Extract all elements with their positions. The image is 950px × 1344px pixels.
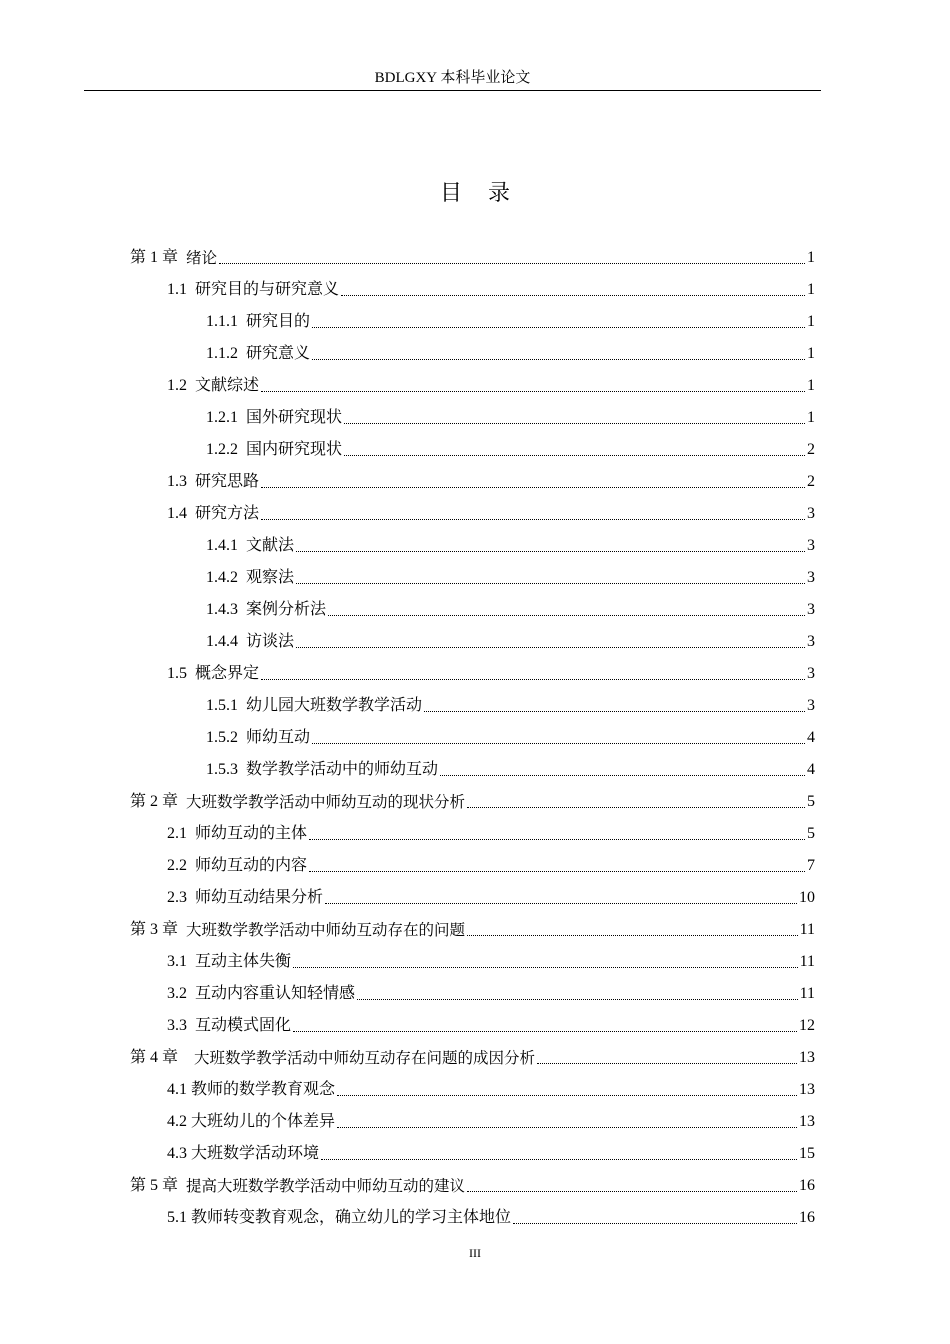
toc-entry-number: 1.1.1 bbox=[206, 313, 246, 330]
toc-entry-title: 师幼互动的内容 bbox=[195, 857, 308, 874]
toc-entry-title: 研究思路 bbox=[195, 473, 260, 490]
toc-entry-number: 2.3 bbox=[167, 889, 195, 906]
toc-dot-leader bbox=[328, 614, 805, 616]
toc-entry-page: 3 bbox=[807, 601, 815, 618]
toc-entry-page: 1 bbox=[807, 377, 815, 394]
toc-entry-number: 3.1 bbox=[167, 953, 195, 970]
toc-entry-page: 5 bbox=[807, 793, 815, 810]
toc-dot-leader bbox=[296, 550, 805, 552]
toc-entry-title: 访谈法 bbox=[246, 633, 295, 650]
toc-title: 目录 bbox=[439, 181, 536, 206]
toc-section-entry[interactable] bbox=[167, 946, 950, 978]
toc-section-entry[interactable] bbox=[167, 1138, 950, 1170]
toc-chapter-entry[interactable] bbox=[130, 242, 950, 274]
toc-entry-number: 1.4 bbox=[167, 505, 195, 522]
toc-chapter-entry[interactable] bbox=[130, 1170, 950, 1202]
toc-entry-title: 大班数学教学活动中师幼互动的现状分析 bbox=[186, 793, 466, 811]
toc-section-entry[interactable] bbox=[206, 306, 950, 338]
toc-dot-leader bbox=[467, 934, 798, 936]
toc-dot-leader bbox=[467, 1190, 797, 1192]
toc-dot-leader bbox=[261, 486, 805, 488]
toc-entry-title: 大班幼儿的个体差异 bbox=[191, 1113, 336, 1130]
toc-entry-page: 16 bbox=[799, 1177, 815, 1194]
toc-entry-title: 研究目的 bbox=[246, 313, 311, 330]
table-of-contents bbox=[0, 242, 950, 1234]
toc-entry-title: 概念界定 bbox=[195, 665, 260, 682]
toc-section-entry[interactable] bbox=[167, 370, 950, 402]
toc-entry-number: 1.4.4 bbox=[206, 633, 246, 650]
toc-section-entry[interactable] bbox=[206, 722, 950, 754]
footer-page-number: III bbox=[469, 1246, 481, 1260]
toc-entry-title: 国内研究现状 bbox=[246, 441, 343, 458]
toc-entry-number: 第 4 章 bbox=[130, 1049, 195, 1066]
toc-entry-page: 10 bbox=[799, 889, 815, 906]
toc-dot-leader bbox=[309, 838, 805, 840]
toc-entry-page: 13 bbox=[799, 1049, 815, 1066]
toc-dot-leader bbox=[312, 358, 805, 360]
toc-entry-page: 3 bbox=[807, 665, 815, 682]
toc-entry-title: 互动主体失衡 bbox=[195, 953, 292, 970]
toc-entry-title: 国外研究现状 bbox=[246, 409, 343, 426]
toc-entry-title: 研究目的与研究意义 bbox=[195, 281, 340, 298]
toc-entry-title: 大班数学教学活动中师幼互动存在问题的成因分析 bbox=[194, 1049, 536, 1067]
toc-entry-page: 1 bbox=[807, 281, 815, 298]
toc-entry-title: 师幼互动的主体 bbox=[195, 825, 308, 842]
toc-section-entry[interactable] bbox=[167, 1202, 950, 1234]
toc-entry-number: 2.2 bbox=[167, 857, 195, 874]
toc-entry-title: 大班数学活动环境 bbox=[191, 1145, 320, 1162]
toc-section-entry[interactable] bbox=[167, 1106, 950, 1138]
toc-entry-page: 3 bbox=[807, 569, 815, 586]
toc-entry-page: 2 bbox=[807, 441, 815, 458]
toc-entry-title: 互动模式固化 bbox=[195, 1017, 292, 1034]
toc-dot-leader bbox=[424, 710, 805, 712]
toc-entry-number: 1.5.2 bbox=[206, 729, 246, 746]
toc-entry-title: 幼儿园大班数学教学活动 bbox=[246, 697, 423, 714]
toc-entry-number: 第 1 章 bbox=[130, 249, 187, 266]
toc-dot-leader bbox=[293, 1030, 797, 1032]
toc-section-entry[interactable] bbox=[167, 818, 950, 850]
toc-entry-page: 11 bbox=[799, 953, 815, 970]
toc-entry-page: 5 bbox=[807, 825, 815, 842]
toc-dot-leader bbox=[325, 902, 797, 904]
toc-dot-leader bbox=[296, 646, 805, 648]
toc-entry-number: 1.4.1 bbox=[206, 537, 246, 554]
toc-dot-leader bbox=[312, 742, 805, 744]
toc-entry-page: 12 bbox=[799, 1017, 815, 1034]
page-header bbox=[84, 68, 821, 91]
toc-dot-leader bbox=[261, 390, 805, 392]
toc-section-entry[interactable] bbox=[167, 1010, 950, 1042]
toc-section-entry[interactable] bbox=[167, 882, 950, 914]
toc-dot-leader bbox=[537, 1062, 797, 1064]
toc-entry-page: 3 bbox=[807, 697, 815, 714]
toc-dot-leader bbox=[296, 582, 805, 584]
toc-dot-leader bbox=[337, 1126, 797, 1128]
toc-entry-title: 案例分析法 bbox=[246, 601, 327, 618]
toc-entry-number: 第 2 章 bbox=[130, 793, 187, 810]
toc-chapter-entry[interactable] bbox=[130, 786, 950, 818]
toc-entry-number: 4.3 bbox=[167, 1145, 191, 1162]
toc-dot-leader bbox=[219, 262, 805, 264]
toc-dot-leader bbox=[440, 774, 805, 776]
toc-entry-title: 师幼互动 bbox=[246, 729, 311, 746]
toc-entry-title: 研究意义 bbox=[246, 345, 311, 362]
toc-entry-page: 1 bbox=[807, 313, 815, 330]
toc-dot-leader bbox=[344, 422, 805, 424]
toc-chapter-entry[interactable] bbox=[130, 1042, 950, 1074]
toc-entry-title: 大班数学教学活动中师幼互动存在的问题 bbox=[186, 921, 466, 939]
toc-entry-page: 13 bbox=[799, 1113, 815, 1130]
toc-entry-number: 1.2 bbox=[167, 377, 195, 394]
toc-entry-number: 2.1 bbox=[167, 825, 195, 842]
toc-entry-title: 教师转变教育观念，确立幼儿的学习主体地位 bbox=[191, 1209, 512, 1226]
toc-section-entry[interactable] bbox=[206, 434, 950, 466]
toc-entry-page: 2 bbox=[807, 473, 815, 490]
toc-entry-page: 11 bbox=[799, 985, 815, 1002]
toc-section-entry[interactable] bbox=[206, 530, 950, 562]
toc-entry-number: 1.2.1 bbox=[206, 409, 246, 426]
toc-entry-title: 提高大班数学教学活动中师幼互动的建议 bbox=[186, 1177, 466, 1195]
toc-entry-number: 1.1 bbox=[167, 281, 195, 298]
toc-section-entry[interactable] bbox=[206, 754, 950, 786]
toc-entry-page: 3 bbox=[807, 537, 815, 554]
toc-dot-leader bbox=[467, 806, 805, 808]
toc-entry-number: 1.3 bbox=[167, 473, 195, 490]
toc-section-entry[interactable] bbox=[167, 498, 950, 530]
toc-dot-leader bbox=[312, 326, 805, 328]
toc-entry-title: 教师的数学教育观念 bbox=[191, 1081, 336, 1098]
toc-entry-title: 数学教学活动中的师幼互动 bbox=[246, 761, 439, 778]
toc-entry-page: 11 bbox=[799, 921, 815, 938]
toc-section-entry[interactable] bbox=[167, 850, 950, 882]
toc-section-entry[interactable] bbox=[206, 690, 950, 722]
toc-entry-number: 1.5 bbox=[167, 665, 195, 682]
toc-entry-page: 1 bbox=[807, 249, 815, 266]
toc-entry-number: 1.5.1 bbox=[206, 697, 246, 714]
toc-entry-page: 3 bbox=[807, 633, 815, 650]
toc-dot-leader bbox=[321, 1158, 797, 1160]
toc-entry-number: 3.3 bbox=[167, 1017, 195, 1034]
toc-entry-page: 4 bbox=[807, 729, 815, 746]
toc-entry-page: 16 bbox=[799, 1209, 815, 1226]
toc-entry-page: 1 bbox=[807, 345, 815, 362]
toc-section-entry[interactable] bbox=[206, 594, 950, 626]
toc-entry-number: 第 3 章 bbox=[130, 921, 187, 938]
toc-section-entry[interactable] bbox=[206, 562, 950, 594]
toc-section-entry[interactable] bbox=[167, 658, 950, 690]
toc-entry-number: 1.4.3 bbox=[206, 601, 246, 618]
toc-entry-title: 文献综述 bbox=[195, 377, 260, 394]
toc-dot-leader bbox=[261, 678, 805, 680]
toc-section-entry[interactable] bbox=[206, 338, 950, 370]
toc-dot-leader bbox=[341, 294, 805, 296]
toc-dot-leader bbox=[261, 518, 805, 520]
header-text: BDLGXY 本科毕业论文 bbox=[374, 70, 531, 86]
toc-section-entry[interactable] bbox=[167, 274, 950, 306]
toc-entry-number: 4.2 bbox=[167, 1113, 191, 1130]
toc-dot-leader bbox=[309, 870, 805, 872]
toc-dot-leader bbox=[293, 966, 798, 968]
toc-entry-number: 第 5 章 bbox=[130, 1177, 187, 1194]
toc-entry-title: 文献法 bbox=[246, 537, 295, 554]
toc-entry-number: 1.1.2 bbox=[206, 345, 246, 362]
toc-entry-page: 1 bbox=[807, 409, 815, 426]
toc-section-entry[interactable] bbox=[167, 1074, 950, 1106]
toc-entry-page: 3 bbox=[807, 505, 815, 522]
page-footer bbox=[0, 1245, 950, 1261]
toc-entry-page: 7 bbox=[807, 857, 815, 874]
toc-entry-number: 5.1 bbox=[167, 1209, 191, 1226]
toc-entry-number: 1.5.3 bbox=[206, 761, 246, 778]
toc-dot-leader bbox=[344, 454, 805, 456]
toc-section-entry[interactable] bbox=[167, 978, 950, 1010]
toc-dot-leader bbox=[513, 1222, 797, 1224]
toc-dot-leader bbox=[337, 1094, 797, 1096]
toc-entry-title: 观察法 bbox=[246, 569, 295, 586]
toc-entry-number: 3.2 bbox=[167, 985, 195, 1002]
toc-section-entry[interactable] bbox=[167, 466, 950, 498]
toc-entry-page: 15 bbox=[799, 1145, 815, 1162]
toc-dot-leader bbox=[357, 998, 798, 1000]
toc-entry-page: 13 bbox=[799, 1081, 815, 1098]
toc-entry-title: 师幼互动结果分析 bbox=[195, 889, 324, 906]
toc-entry-page: 4 bbox=[807, 761, 815, 778]
toc-entry-number: 4.1 bbox=[167, 1081, 191, 1098]
toc-section-entry[interactable] bbox=[206, 402, 950, 434]
toc-entry-number: 1.2.2 bbox=[206, 441, 246, 458]
toc-chapter-entry[interactable] bbox=[130, 914, 950, 946]
toc-entry-title: 互动内容重认知轻情感 bbox=[195, 985, 356, 1002]
toc-entry-title: 绪论 bbox=[186, 249, 218, 267]
toc-section-entry[interactable] bbox=[206, 626, 950, 658]
toc-entry-title: 研究方法 bbox=[195, 505, 260, 522]
toc-entry-number: 1.4.2 bbox=[206, 569, 246, 586]
